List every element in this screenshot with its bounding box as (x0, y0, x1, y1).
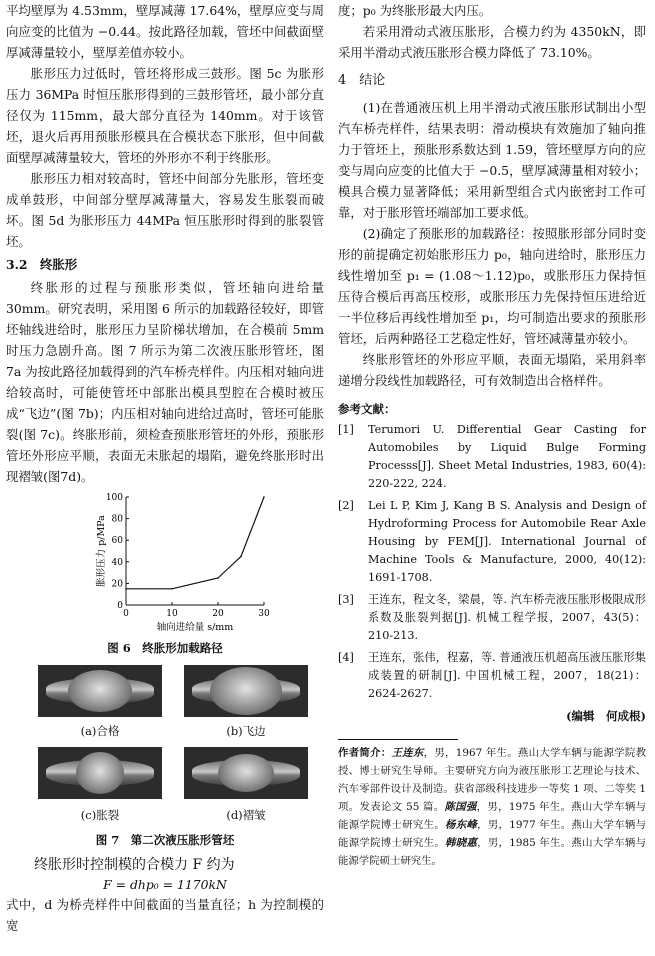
conclusion-1: (1)在普通液压机上用半滑动式液压胀形试制出小型汽车桥壳样件，结果表明：滑动模块有效施加了轴向推力于管坯上，预胀形系数达到 1.59，管坯壁厚方向的应变与周向应变的比值大于 −0.5，壁厚减薄量相对较小；模具合模力显著降低；采用新型组合式内嵌密封工作可靠，对于胀形管坯端部加工要求低。 (338, 100, 646, 220)
reference-number: [1] (338, 423, 354, 436)
loading-path-chart (6, 487, 324, 637)
caption-burst: (c)胀裂 (80, 808, 120, 822)
data-point (263, 496, 265, 498)
reference-item (338, 649, 646, 703)
figure-7-caption: 图 7 第二次液压胀形管坯 (95, 833, 235, 847)
section-heading-final-bulging: 3.2 终胀形 (6, 257, 78, 272)
paragraph-low-pressure: 胀形压力过低时，管坯将形成三鼓形。图 5c 为胀形压力 36MPa 时恒压胀形得到的三鼓形管坯，最小部分直径仅为 115mm，最大部分直径为 140mm。对于该管坯，退火后再用预胀形模具在合模状态下胀形，但中间截面壁厚减薄量较大，管坯的外形亦不利于终胀形。 (6, 66, 324, 165)
author-name: 韩晓惠 (445, 837, 478, 849)
data-point (240, 556, 242, 558)
left-column (6, 0, 324, 936)
paragraph-continuation: 度；p₀ 为终胀形最大内压。 (338, 3, 492, 18)
author-name: 杨东峰 (445, 819, 478, 831)
reference-number: [2] (338, 499, 354, 512)
clamping-force-formula: F = dhp₀ = 1170kN (103, 877, 227, 892)
conclusion-3: 终胀形管坯的外形应平顺，表面无塌陷，采用斜率递增分段线性加载路径，可有效制造出合格样件。 (338, 352, 646, 388)
photo-burst (38, 747, 162, 799)
data-point (171, 588, 173, 590)
paragraph-wall-thickness: 平均壁厚为 4.53mm，壁厚减薄 17.64%，壁厚应变与周向应变的比值为 −0.44。按此路径加载，管坯中间截面壁厚减薄量较小，壁厚差值亦较小。 (6, 3, 324, 60)
photo-flash (184, 665, 308, 717)
conclusion-2: (2)确定了预胀形的加载路径：按照胀形部分同时变形的前提确定初始胀形压力 p₀，轴向进给时，胀形压力线性增加至 p₁ = (1.08～1.12)p₀，或胀形压力保持恒压待合模后再高压校形，或胀形压力先保持恒压进给近一半位移后再线性增加至 p₁，均可制造出要求的预胀形管坯，后两种路径工艺稳定性好，管坯减薄量亦较小。 (338, 226, 646, 346)
author-name: 王连东 (391, 747, 424, 759)
y-axis-label: 胀形压力 p/MPa (96, 515, 107, 587)
x-tick-label: 30 (258, 609, 270, 619)
section-heading-conclusion: 4 结论 (338, 73, 386, 88)
author-name: 陈国强 (444, 801, 477, 813)
figure-6-chart (6, 487, 324, 637)
reference-item (338, 591, 646, 645)
x-tick-label: 0 (123, 609, 129, 619)
reference-item (338, 497, 646, 587)
formula-explanation: 式中，d 为桥壳样件中间截面的当量直径；h 为控制模的宽 (6, 897, 324, 933)
author-info: ，男，1977 年生。燕山大学车辆与能源学院博士研究生。 (338, 819, 647, 849)
figure-6-caption: 图 6 终胀形加载路径 (107, 641, 223, 655)
bulge-shape (68, 670, 132, 712)
bulge-shape (76, 752, 124, 794)
caption-wrinkle: (d)褶皱 (226, 808, 266, 822)
y-tick-label: 60 (111, 536, 123, 547)
y-tick-label: 20 (111, 579, 123, 590)
photo-qualified (38, 665, 162, 717)
right-column (338, 0, 646, 870)
caption-qualified: (a)合格 (80, 724, 120, 738)
paragraph-high-pressure: 胀形压力相对较高时，管坯中间部分先胀形，管坯变成单鼓形，中间部分壁厚减薄量大，容易发生胀裂而破坏。图 5d 为胀形压力 44MPa 恒压胀形时得到的胀裂管坯。 (6, 171, 324, 249)
bulge-shape (218, 754, 274, 792)
author-info: ，男，1985 年生。燕山大学车辆与能源学院硕士研究生。 (338, 837, 647, 867)
reference-item (338, 421, 646, 493)
author-bio (338, 744, 646, 870)
references-title: 参考文献： (338, 402, 396, 416)
reference-text: 王连东，程文冬，梁晨，等. 汽车桥壳液压胀形极限成形系数及胀裂判据[J]. 机械工程学报，2007，43(5)：210-213. (368, 593, 646, 642)
paragraph-final-bulging: 终胀形的过程与预胀形类似，管坯轴向进给量 30mm。研究表明，采用图 6 所示的加载路径较好，即管坯轴线进给时，胀形压力呈阶梯状增加，在合模前 5mm 时压力急剧升高。图 7 所示为第二次液压胀形管坯，图 7a 为按此路径加载得到的汽车桥壳样件。内压相对轴向进给较高时，可能使管坯中部胀出模具型腔在合模时被压成“飞边”(图 7b)；内压相对轴向进给过高时，管坯可能胀裂(图 7c)。终胀形前，须检查预胀形管坯的外形，预胀形管坯外形应平顺，表面无未胀起的塌陷，避免终胀形时出现褶皱(图7d)。 (6, 280, 324, 484)
formula-intro: 终胀形时控制模的合模力 F 约为 (34, 857, 235, 873)
reference-text: 王连东，张伟，程嘉，等. 普通液压机超高压液压胀形集成装置的研制[J]. 中国机械工程，2007，18(21)：2624-2627. (368, 651, 646, 700)
x-tick-label: 20 (212, 609, 224, 619)
y-tick-label: 0 (117, 601, 123, 611)
caption-flash: (b)飞边 (226, 724, 266, 738)
reference-number: [3] (338, 593, 354, 606)
y-tick-label: 100 (105, 493, 123, 503)
data-point (217, 577, 219, 579)
footnote-divider (338, 739, 458, 740)
reference-text: Lei L P, Kim J, Kang B S. Analysis and Design of Hydroforming Process for Automobile Rear Axle Housing by FEM[J]. International Journal of Machine Tools & Manufacture, 2000, 40(12): 1691-1708. (368, 499, 646, 584)
paragraph-sliding-comparison: 若采用滑动式液压胀形，合模力约为 4350kN，即采用半滑动式液压胀形合模力降低了 73.10%。 (338, 24, 646, 60)
editor-credit: (编辑 何成根) (566, 709, 646, 723)
series-line (126, 497, 264, 589)
photo-wrinkle (184, 747, 308, 799)
y-tick-label: 40 (111, 557, 123, 568)
y-tick-label: 80 (111, 514, 123, 525)
x-axis-label: 轴向进给量 s/mm (156, 622, 234, 633)
data-point (125, 588, 127, 590)
reference-number: [4] (338, 651, 354, 664)
x-tick-label: 10 (166, 609, 178, 619)
bio-label: 作者简介： (338, 747, 392, 759)
bulge-shape (210, 667, 282, 715)
author-info: ，男，1967 年生。燕山大学车辆与能源学院教授、博士研究生导师。主要研究方向为液压胀形工艺理论与技术、汽车零部件设计及制造。获省部级科技进步一等奖 1 项、二等奖 1 项。发表论文 55 篇。 (338, 747, 647, 813)
reference-text: Terumori U. Differential Gear Casting for Automobiles by Liquid Bulge Forming Processs[J]. Sheet Metal Industries, 1983, 60(4): 220-222, 224. (368, 423, 646, 490)
figure-7-photos (6, 663, 324, 831)
author-info: ，男，1975 年生。燕山大学车辆与能源学院博士研究生。 (338, 801, 647, 831)
